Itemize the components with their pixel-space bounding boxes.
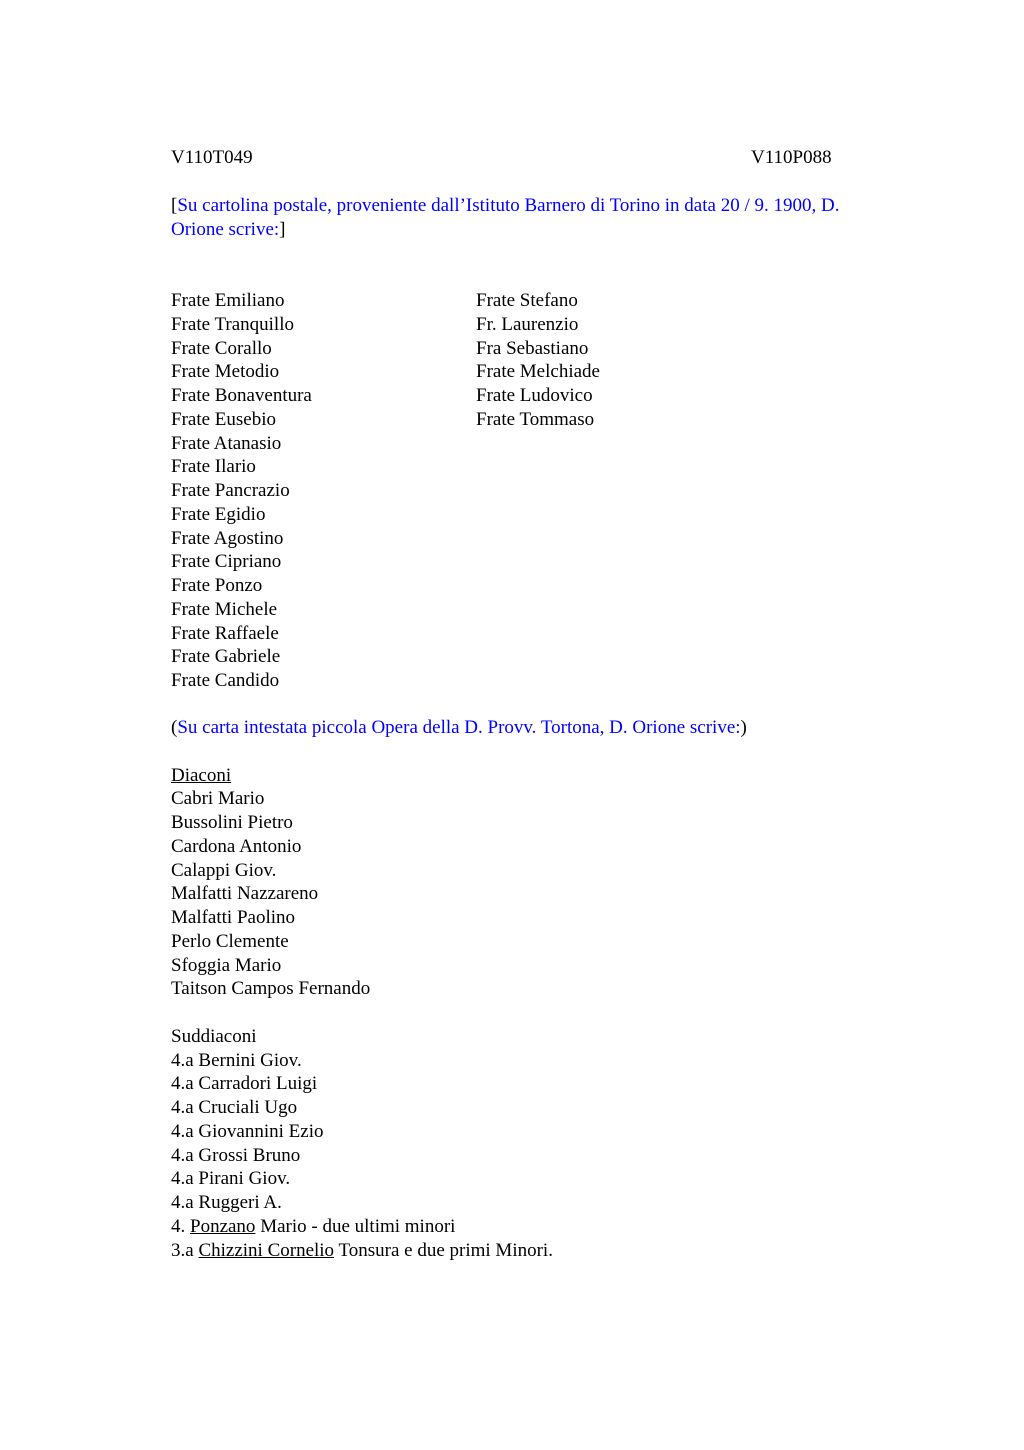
suddiacono-name: 4.a Cruciali Ugo — [171, 1097, 298, 1118]
frate-name: Frate Cipriano — [171, 551, 282, 572]
chizzini-suffix: Tonsura e due primi Minori. — [334, 1240, 553, 1261]
frate-name: Frate Candido — [171, 670, 280, 691]
ponzano-underlined-name: Ponzano — [190, 1216, 256, 1237]
ponzano-prefix: 4. — [171, 1216, 190, 1237]
frate-name: Frate Corallo — [171, 338, 272, 359]
frate-name: Frate Eusebio — [171, 409, 277, 430]
frate-name: Frate Gabriele — [171, 646, 281, 667]
frate-name: Frate Raffaele — [171, 623, 279, 644]
frate-name: Frate Ilario — [171, 456, 256, 477]
suddiaconi-heading: Suddiaconi — [171, 1026, 257, 1047]
frate-name: Frate Pancrazio — [171, 480, 290, 501]
frate-name-col2: Frate Ludovico — [476, 385, 593, 406]
note-postcard-text-1: Su cartolina postale, proveniente dall’Istituto Barnero di Torino in data 20 / 9. 1900, D. — [177, 195, 840, 216]
suddiacono-ponzano — [171, 1215, 455, 1239]
note-postcard-line2 — [171, 218, 285, 242]
diacono-name: Bussolini Pietro — [171, 812, 293, 833]
frate-name: Frate Agostino — [171, 528, 284, 549]
frate-name: Frate Michele — [171, 599, 278, 620]
chizzini-prefix: 3.a — [171, 1240, 199, 1261]
bracket-close: ] — [279, 219, 286, 240]
chizzini-underlined-name: Chizzini Cornelio — [198, 1240, 335, 1261]
header-right-code: V110P088 — [751, 147, 832, 168]
frate-name-col2: Fra Sebastiano — [476, 338, 589, 359]
diacono-name: Malfatti Nazzareno — [171, 883, 319, 904]
suddiacono-name: 4.a Ruggeri A. — [171, 1192, 282, 1213]
note-postcard-text-2: Orione scrive: — [171, 219, 280, 240]
diacono-name: Sfoggia Mario — [171, 955, 282, 976]
frate-name: Frate Bonaventura — [171, 385, 312, 406]
frate-name-col2: Frate Melchiade — [476, 361, 600, 382]
header-left-code: V110T049 — [171, 147, 253, 168]
suddiacono-name: 4.a Bernini Giov. — [171, 1050, 302, 1071]
frate-name: Frate Egidio — [171, 504, 266, 525]
diacono-name: Taitson Campos Fernando — [171, 978, 371, 999]
frate-name: Frate Emiliano — [171, 290, 285, 311]
frate-name-col2: Frate Tommaso — [476, 409, 595, 430]
bracket-open: [ — [171, 195, 178, 216]
paren-open: ( — [171, 717, 178, 738]
suddiacono-name: 4.a Carradori Luigi — [171, 1073, 318, 1094]
note-postcard-line1 — [171, 194, 839, 218]
frate-name: Frate Atanasio — [171, 433, 282, 454]
frate-name-col2: Fr. Laurenzio — [476, 314, 579, 335]
diacono-name: Cardona Antonio — [171, 836, 302, 857]
diacono-name: Perlo Clemente — [171, 931, 289, 952]
frate-name: Frate Metodio — [171, 361, 280, 382]
note-letterhead-text: Su carta intestata piccola Opera della D. Provv. Tortona, D. Orione scrive: — [177, 717, 741, 738]
paren-close: ) — [740, 717, 747, 738]
suddiacono-name: 4.a Pirani Giov. — [171, 1168, 291, 1189]
diacono-name: Cabri Mario — [171, 788, 265, 809]
suddiacono-name: 4.a Grossi Bruno — [171, 1145, 301, 1166]
frate-name: Frate Tranquillo — [171, 314, 294, 335]
frate-name: Frate Ponzo — [171, 575, 263, 596]
frate-name-col2: Frate Stefano — [476, 290, 578, 311]
note-letterhead — [171, 716, 747, 740]
suddiacono-name: 4.a Giovannini Ezio — [171, 1121, 324, 1142]
ponzano-suffix: Mario - due ultimi minori — [255, 1216, 456, 1237]
diaconi-heading: Diaconi — [171, 765, 232, 786]
suddiacono-chizzini — [171, 1239, 553, 1263]
diacono-name: Calappi Giov. — [171, 860, 277, 881]
diacono-name: Malfatti Paolino — [171, 907, 296, 928]
